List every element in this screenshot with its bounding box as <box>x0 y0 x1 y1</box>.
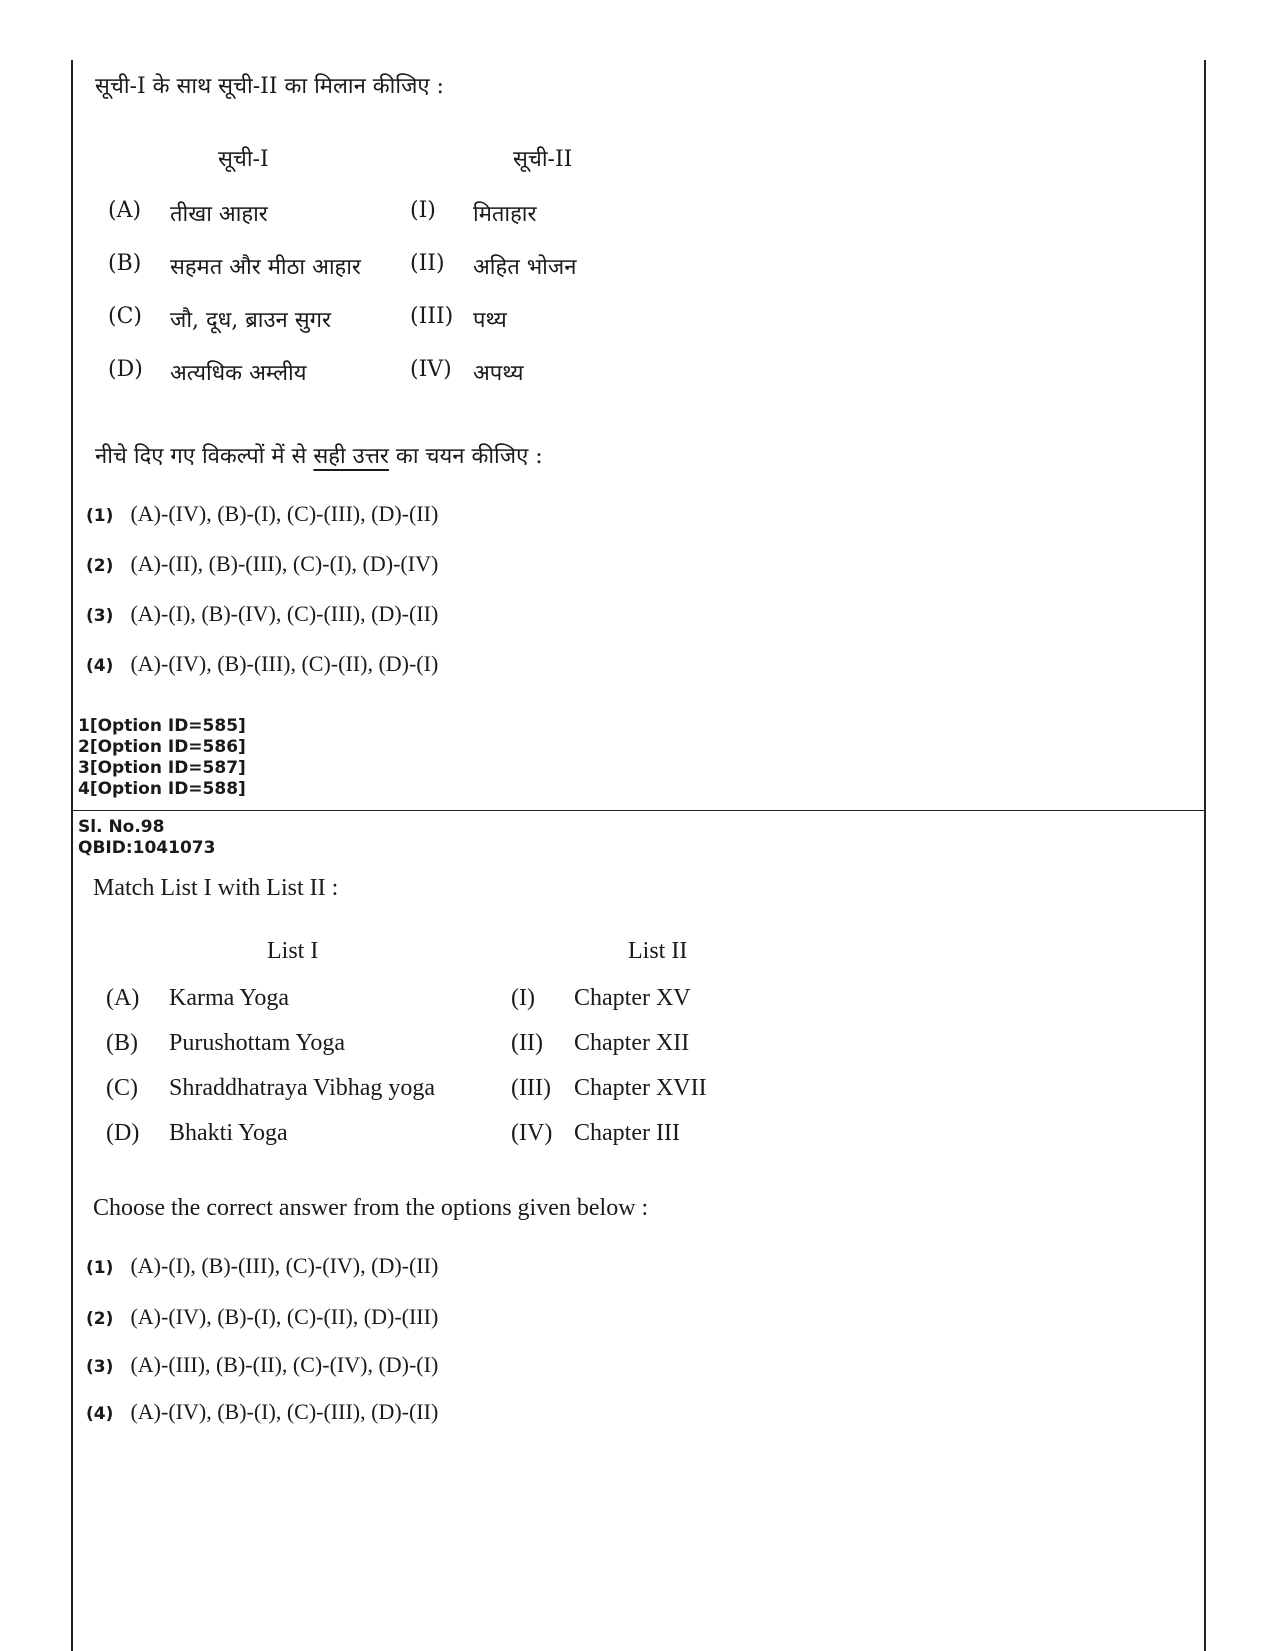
q2-row-a-rkey: (I) <box>511 985 535 1011</box>
option-number: (1) <box>86 506 114 526</box>
option-text: (A)-(IV), (B)-(I), (C)-(III), (D)-(II) <box>130 1399 439 1424</box>
option-number: (3) <box>86 606 114 626</box>
q2-row-c-rkey: (III) <box>511 1075 551 1101</box>
q1-row-c-key: (C) <box>108 304 142 329</box>
option-text: (A)-(IV), (B)-(III), (C)-(II), (D)-(I) <box>130 651 439 676</box>
option-number: (2) <box>86 556 114 576</box>
q1-choose-suffix: का चयन कीजिए : <box>388 444 543 469</box>
q1-list2-header: सूची-II <box>513 147 573 172</box>
q1-row-c-rtext: पथ्य <box>473 308 507 333</box>
q2-row-a-rtext: Chapter XV <box>574 985 691 1011</box>
option-id: 2[Option ID=586] <box>78 737 246 757</box>
q1-option-ids <box>78 716 246 800</box>
q1-list1-header: सूची-I <box>218 147 269 172</box>
serial-number: Sl. No.98 <box>78 817 165 837</box>
q2-row-b-rtext: Chapter XII <box>574 1030 690 1056</box>
q1-row-c-text: जौ, दूध, ब्राउन सुगर <box>170 308 331 333</box>
q1-choose-prefix: नीचे दिए गए विकल्पों में से <box>95 444 314 469</box>
option-number: (1) <box>86 1258 114 1278</box>
q2-row-d-rkey: (IV) <box>511 1120 553 1146</box>
option-text: (A)-(IV), (B)-(I), (C)-(III), (D)-(II) <box>130 501 439 526</box>
q1-row-c-rkey: (III) <box>410 304 454 329</box>
right-border <box>1204 60 1206 1651</box>
option-id: 4[Option ID=588] <box>78 779 246 799</box>
q2-list1-header: List I <box>267 938 319 964</box>
q2-header <box>78 817 215 859</box>
option-text: (A)-(III), (B)-(II), (C)-(IV), (D)-(I) <box>130 1352 439 1377</box>
option-text: (A)-(I), (B)-(IV), (C)-(III), (D)-(II) <box>130 601 439 626</box>
q1-row-b-text: सहमत और मीठा आहार <box>170 255 361 280</box>
q1-row-b-rkey: (II) <box>410 251 445 276</box>
qbid: QBID:1041073 <box>78 838 216 858</box>
q1-row-d-text: अत्यधिक अम्लीय <box>170 361 307 386</box>
q2-list2-header: List II <box>628 938 688 964</box>
option-id: 3[Option ID=587] <box>78 758 246 778</box>
q2-row-b-rkey: (II) <box>511 1030 543 1056</box>
q2-row-d-text: Bhakti Yoga <box>169 1120 288 1146</box>
q1-row-b-key: (B) <box>108 251 142 276</box>
option-text: (A)-(II), (B)-(III), (C)-(I), (D)-(IV) <box>130 551 439 576</box>
q1-stem: सूची-I के साथ सूची-II का मिलान कीजिए : <box>95 74 444 99</box>
option-id: 1[Option ID=585] <box>78 716 246 736</box>
q2-row-c-text: Shraddhatraya Vibhag yoga <box>169 1075 436 1101</box>
q2-choose-instruction: Choose the correct answer from the options given below : <box>93 1195 649 1221</box>
q1-option-3 <box>86 601 438 627</box>
q1-row-a-rkey: (I) <box>410 198 436 223</box>
q1-option-1 <box>86 501 438 527</box>
q1-row-d-key: (D) <box>108 357 143 382</box>
option-text: (A)-(I), (B)-(III), (C)-(IV), (D)-(II) <box>130 1253 439 1278</box>
option-text: (A)-(IV), (B)-(I), (C)-(II), (D)-(III) <box>130 1304 439 1329</box>
q2-row-a-text: Karma Yoga <box>169 985 289 1011</box>
q2-row-d-rtext: Chapter III <box>574 1120 680 1146</box>
q2-row-a-key: (A) <box>106 985 140 1011</box>
q1-option-2 <box>86 551 438 577</box>
q2-row-c-key: (C) <box>106 1075 138 1101</box>
left-border <box>71 60 73 1651</box>
option-number: (2) <box>86 1309 114 1329</box>
question-divider <box>71 810 1206 811</box>
q2-option-2 <box>86 1304 438 1330</box>
q1-row-d-rkey: (IV) <box>410 357 452 382</box>
q2-row-b-key: (B) <box>106 1030 138 1056</box>
q1-row-a-key: (A) <box>108 198 142 223</box>
q2-option-1 <box>86 1253 438 1279</box>
option-number: (3) <box>86 1357 114 1377</box>
option-number: (4) <box>86 656 114 676</box>
q1-choose-underlined: सही उत्तर <box>313 444 389 469</box>
q1-row-d-rtext: अपथ्य <box>473 361 524 386</box>
q1-option-4 <box>86 651 438 677</box>
q1-choose-instruction <box>95 440 543 470</box>
q2-row-b-text: Purushottam Yoga <box>169 1030 346 1056</box>
q1-row-a-rtext: मिताहार <box>473 202 537 227</box>
q2-option-3 <box>86 1352 438 1378</box>
q2-row-c-rtext: Chapter XVII <box>574 1075 707 1101</box>
q2-row-d-key: (D) <box>106 1120 140 1146</box>
q1-row-a-text: तीखा आहार <box>170 202 268 227</box>
option-number: (4) <box>86 1404 114 1424</box>
q2-option-4 <box>86 1399 438 1425</box>
q1-row-b-rtext: अहित भोजन <box>473 255 577 280</box>
q2-stem: Match List I with List II : <box>93 875 339 901</box>
